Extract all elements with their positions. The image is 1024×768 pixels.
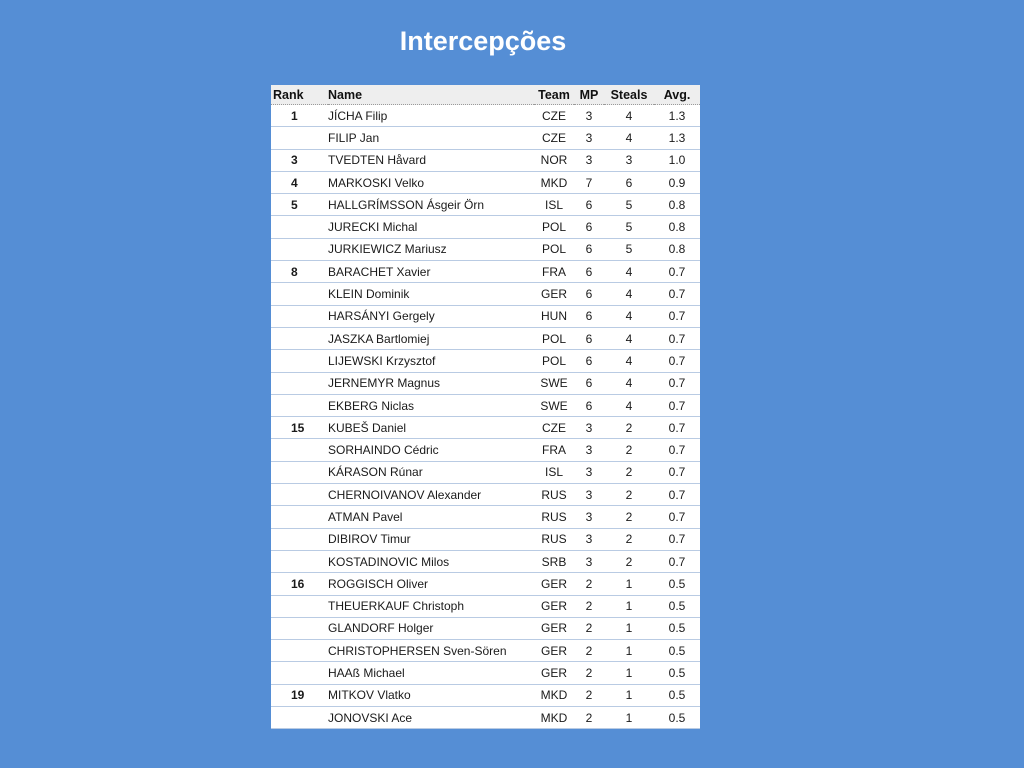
cell-player-name: MARKOSKI Velko <box>328 171 534 193</box>
table-row <box>271 707 700 729</box>
steals-table-container <box>271 85 700 729</box>
cell-player-name: DIBIROV Timur <box>328 528 534 550</box>
cell-player-name: HAAß Michael <box>328 662 534 684</box>
cell-steals: 5 <box>604 238 654 260</box>
cell-team: CZE <box>534 417 574 439</box>
header-avg: Avg. <box>654 85 700 105</box>
cell-rank <box>271 216 328 238</box>
header-steals: Steals <box>604 85 654 105</box>
cell-average: 0.5 <box>654 640 700 662</box>
cell-rank <box>271 461 328 483</box>
cell-steals: 1 <box>604 617 654 639</box>
cell-average: 0.7 <box>654 372 700 394</box>
cell-steals: 1 <box>604 684 654 706</box>
cell-average: 0.7 <box>654 506 700 528</box>
cell-rank <box>271 439 328 461</box>
cell-average: 0.8 <box>654 216 700 238</box>
cell-player-name: CHRISTOPHERSEN Sven-Sören <box>328 640 534 662</box>
cell-matches-played: 2 <box>574 707 604 729</box>
cell-player-name: ATMAN Pavel <box>328 506 534 528</box>
cell-rank <box>271 127 328 149</box>
cell-average: 0.5 <box>654 573 700 595</box>
cell-average: 0.7 <box>654 417 700 439</box>
cell-team: POL <box>534 216 574 238</box>
cell-rank <box>271 595 328 617</box>
cell-team: NOR <box>534 149 574 171</box>
cell-rank <box>271 394 328 416</box>
table-row <box>271 105 700 127</box>
cell-steals: 4 <box>604 105 654 127</box>
table-row <box>271 394 700 416</box>
cell-team: SRB <box>534 550 574 572</box>
cell-team: RUS <box>534 506 574 528</box>
cell-matches-played: 6 <box>574 305 604 327</box>
cell-rank <box>271 707 328 729</box>
cell-matches-played: 6 <box>574 350 604 372</box>
cell-average: 0.7 <box>654 261 700 283</box>
cell-steals: 6 <box>604 171 654 193</box>
cell-average: 0.7 <box>654 528 700 550</box>
cell-team: GER <box>534 640 574 662</box>
cell-matches-played: 6 <box>574 372 604 394</box>
cell-matches-played: 2 <box>574 617 604 639</box>
cell-average: 0.8 <box>654 194 700 216</box>
cell-average: 0.7 <box>654 439 700 461</box>
table-row <box>271 350 700 372</box>
cell-average: 0.5 <box>654 684 700 706</box>
cell-team: HUN <box>534 305 574 327</box>
cell-player-name: JERNEMYR Magnus <box>328 372 534 394</box>
table-row <box>271 238 700 260</box>
cell-steals: 2 <box>604 439 654 461</box>
cell-player-name: LIJEWSKI Krzysztof <box>328 350 534 372</box>
cell-player-name: HARSÁNYI Gergely <box>328 305 534 327</box>
cell-rank: 4 <box>271 171 328 193</box>
table-row <box>271 127 700 149</box>
cell-team: POL <box>534 327 574 349</box>
cell-player-name: TVEDTEN Håvard <box>328 149 534 171</box>
cell-average: 0.7 <box>654 394 700 416</box>
table-row <box>271 417 700 439</box>
cell-team: MKD <box>534 684 574 706</box>
cell-team: CZE <box>534 127 574 149</box>
cell-matches-played: 3 <box>574 506 604 528</box>
cell-matches-played: 6 <box>574 194 604 216</box>
cell-matches-played: 3 <box>574 105 604 127</box>
cell-steals: 4 <box>604 327 654 349</box>
cell-steals: 2 <box>604 461 654 483</box>
cell-average: 0.9 <box>654 171 700 193</box>
cell-player-name: CHERNOIVANOV Alexander <box>328 484 534 506</box>
table-row <box>271 573 700 595</box>
cell-team: SWE <box>534 394 574 416</box>
cell-team: GER <box>534 283 574 305</box>
cell-rank: 16 <box>271 573 328 595</box>
cell-matches-played: 6 <box>574 283 604 305</box>
table-row <box>271 372 700 394</box>
cell-matches-played: 6 <box>574 238 604 260</box>
cell-steals: 5 <box>604 194 654 216</box>
steals-table <box>271 85 700 729</box>
cell-team: GER <box>534 595 574 617</box>
cell-steals: 4 <box>604 350 654 372</box>
cell-steals: 2 <box>604 528 654 550</box>
cell-rank <box>271 617 328 639</box>
cell-matches-played: 3 <box>574 550 604 572</box>
cell-rank: 1 <box>271 105 328 127</box>
cell-rank <box>271 283 328 305</box>
cell-player-name: JURECKI Michal <box>328 216 534 238</box>
table-row <box>271 439 700 461</box>
table-row <box>271 684 700 706</box>
slide-title: Intercepções <box>399 26 567 56</box>
cell-team: GER <box>534 617 574 639</box>
table-row <box>271 283 700 305</box>
cell-average: 0.7 <box>654 461 700 483</box>
cell-player-name: SORHAINDO Cédric <box>328 439 534 461</box>
cell-team: MKD <box>534 171 574 193</box>
cell-team: GER <box>534 662 574 684</box>
cell-team: RUS <box>534 528 574 550</box>
cell-steals: 2 <box>604 550 654 572</box>
cell-team: FRA <box>534 439 574 461</box>
cell-rank <box>271 350 328 372</box>
header-name: Name <box>328 85 534 105</box>
table-row <box>271 461 700 483</box>
table-row <box>271 216 700 238</box>
cell-player-name: THEUERKAUF Christoph <box>328 595 534 617</box>
cell-team: RUS <box>534 484 574 506</box>
cell-matches-played: 3 <box>574 484 604 506</box>
cell-player-name: GLANDORF Holger <box>328 617 534 639</box>
table-row <box>271 506 700 528</box>
cell-player-name: ROGGISCH Oliver <box>328 573 534 595</box>
cell-player-name: HALLGRÍMSSON Ásgeir Örn <box>328 194 534 216</box>
cell-steals: 4 <box>604 372 654 394</box>
table-header-row <box>271 85 700 105</box>
header-team: Team <box>534 85 574 105</box>
cell-steals: 1 <box>604 707 654 729</box>
cell-steals: 3 <box>604 149 654 171</box>
cell-rank <box>271 372 328 394</box>
table-row <box>271 171 700 193</box>
cell-matches-played: 3 <box>574 127 604 149</box>
cell-player-name: FILIP Jan <box>328 127 534 149</box>
table-row <box>271 194 700 216</box>
cell-steals: 1 <box>604 640 654 662</box>
cell-average: 0.8 <box>654 238 700 260</box>
cell-average: 0.7 <box>654 283 700 305</box>
cell-steals: 1 <box>604 662 654 684</box>
table-row <box>271 327 700 349</box>
cell-team: FRA <box>534 261 574 283</box>
table-row <box>271 640 700 662</box>
cell-steals: 4 <box>604 127 654 149</box>
cell-average: 0.7 <box>654 305 700 327</box>
cell-average: 0.5 <box>654 662 700 684</box>
cell-team: ISL <box>534 194 574 216</box>
cell-rank: 3 <box>271 149 328 171</box>
cell-matches-played: 6 <box>574 261 604 283</box>
cell-rank <box>271 238 328 260</box>
cell-rank: 8 <box>271 261 328 283</box>
cell-steals: 2 <box>604 417 654 439</box>
table-row <box>271 528 700 550</box>
cell-matches-played: 2 <box>574 684 604 706</box>
table-body <box>271 105 700 729</box>
cell-player-name: KOSTADINOVIC Milos <box>328 550 534 572</box>
table-row <box>271 261 700 283</box>
cell-team: POL <box>534 350 574 372</box>
header-mp: MP <box>574 85 604 105</box>
cell-matches-played: 2 <box>574 595 604 617</box>
table-row <box>271 595 700 617</box>
cell-average: 1.3 <box>654 105 700 127</box>
cell-player-name: JURKIEWICZ Mariusz <box>328 238 534 260</box>
table-row <box>271 305 700 327</box>
cell-player-name: JÍCHA Filip <box>328 105 534 127</box>
cell-average: 0.7 <box>654 327 700 349</box>
table-row <box>271 149 700 171</box>
cell-player-name: JONOVSKI Ace <box>328 707 534 729</box>
cell-rank <box>271 506 328 528</box>
cell-team: ISL <box>534 461 574 483</box>
cell-rank: 19 <box>271 684 328 706</box>
cell-player-name: KLEIN Dominik <box>328 283 534 305</box>
cell-team: CZE <box>534 105 574 127</box>
cell-steals: 1 <box>604 573 654 595</box>
cell-matches-played: 6 <box>574 216 604 238</box>
cell-rank <box>271 305 328 327</box>
cell-matches-played: 6 <box>574 394 604 416</box>
cell-matches-played: 2 <box>574 640 604 662</box>
cell-team: POL <box>534 238 574 260</box>
table-row <box>271 662 700 684</box>
cell-steals: 1 <box>604 595 654 617</box>
cell-player-name: KÁRASON Rúnar <box>328 461 534 483</box>
cell-matches-played: 2 <box>574 573 604 595</box>
cell-steals: 2 <box>604 484 654 506</box>
cell-steals: 5 <box>604 216 654 238</box>
cell-average: 0.5 <box>654 595 700 617</box>
cell-rank <box>271 550 328 572</box>
cell-team: SWE <box>534 372 574 394</box>
cell-average: 1.3 <box>654 127 700 149</box>
cell-average: 0.7 <box>654 350 700 372</box>
cell-matches-played: 3 <box>574 528 604 550</box>
cell-matches-played: 3 <box>574 149 604 171</box>
cell-rank <box>271 640 328 662</box>
cell-team: MKD <box>534 707 574 729</box>
cell-steals: 4 <box>604 305 654 327</box>
cell-rank: 5 <box>271 194 328 216</box>
table-header <box>271 85 700 105</box>
cell-player-name: JASZKA Bartlomiej <box>328 327 534 349</box>
cell-rank <box>271 528 328 550</box>
table-row <box>271 484 700 506</box>
cell-matches-played: 2 <box>574 662 604 684</box>
cell-matches-played: 3 <box>574 461 604 483</box>
cell-player-name: EKBERG Niclas <box>328 394 534 416</box>
cell-player-name: BARACHET Xavier <box>328 261 534 283</box>
table-row <box>271 550 700 572</box>
cell-average: 0.5 <box>654 617 700 639</box>
cell-average: 0.5 <box>654 707 700 729</box>
header-rank: Rank <box>271 85 328 105</box>
cell-average: 1.0 <box>654 149 700 171</box>
cell-steals: 2 <box>604 506 654 528</box>
cell-matches-played: 3 <box>574 439 604 461</box>
cell-steals: 4 <box>604 394 654 416</box>
table-row <box>271 617 700 639</box>
cell-player-name: KUBEŠ Daniel <box>328 417 534 439</box>
cell-player-name: MITKOV Vlatko <box>328 684 534 706</box>
cell-average: 0.7 <box>654 484 700 506</box>
cell-rank <box>271 327 328 349</box>
cell-average: 0.7 <box>654 550 700 572</box>
cell-matches-played: 7 <box>574 171 604 193</box>
cell-rank: 15 <box>271 417 328 439</box>
cell-team: GER <box>534 573 574 595</box>
cell-matches-played: 6 <box>574 327 604 349</box>
cell-rank <box>271 662 328 684</box>
cell-steals: 4 <box>604 261 654 283</box>
cell-rank <box>271 484 328 506</box>
cell-matches-played: 3 <box>574 417 604 439</box>
cell-steals: 4 <box>604 283 654 305</box>
